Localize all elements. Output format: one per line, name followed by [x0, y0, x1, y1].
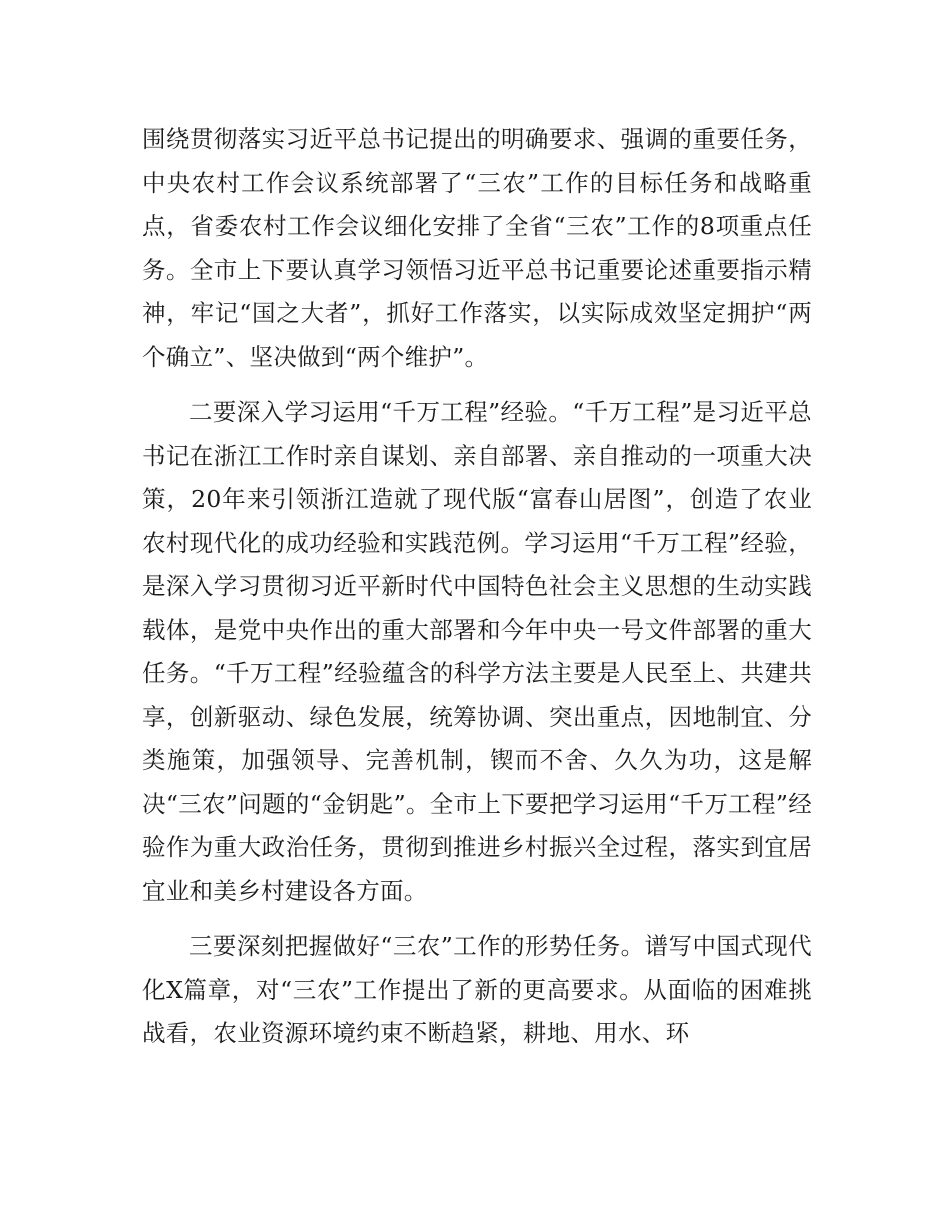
paragraph-3: 三要深刻把握做好“三农”工作的形势任务。谱写中国式现代化X篇章，对“三农”工作提出了新的更高要求。从面临的困难挑战看，农业资源环境约束不断趋紧，耕地、用水、环 — [142, 932, 812, 1047]
paragraph-2: 二要深入学习运用“千万工程”经验。“千万工程”是习近平总书记在浙江工作时亲自谋划、亲自部署、亲自推动的一项重大决策，20年来引领浙江造就了现代版“富春山居图”，创造了农业农村现代化的成功经验和实践范例。学习运用“千万工程”经验，是深入学习贯彻习近平新时代中国特色社会主义思想的生动实践载体，是党中央作出的重大部署和今年中央一号文件部署的重大任务。“千万工程”经验蕴含的科学方法主要是人民至上、共建共享，创新驱动、绿色发展，统筹协调、突出重点，因地制宜、分类施策，加强领导、完善机制，锲而不舍、久久为功，这是解决“三农”问题的“金钥匙”。全市上下要把学习运用“千万工程”经验作为重大政治任务，贯彻到推进乡村振兴全过程，落实到宜居宜业和美乡村建设各方面。 — [142, 398, 812, 905]
document-body — [142, 118, 812, 1056]
paragraph-1: 围绕贯彻落实习近平总书记提出的明确要求、强调的重要任务，中央农村工作会议系统部署了“三农”工作的目标任务和战略重点，省委农村工作会议细化安排了全省“三农”工作的8项重点任务。全市上下要认真学习领悟习近平总书记重要论述重要指示精神，牢记“国之大者”，抓好工作落实，以实际成效坚定拥护“两个确立”、坚决做到“两个维护”。 — [142, 125, 812, 371]
